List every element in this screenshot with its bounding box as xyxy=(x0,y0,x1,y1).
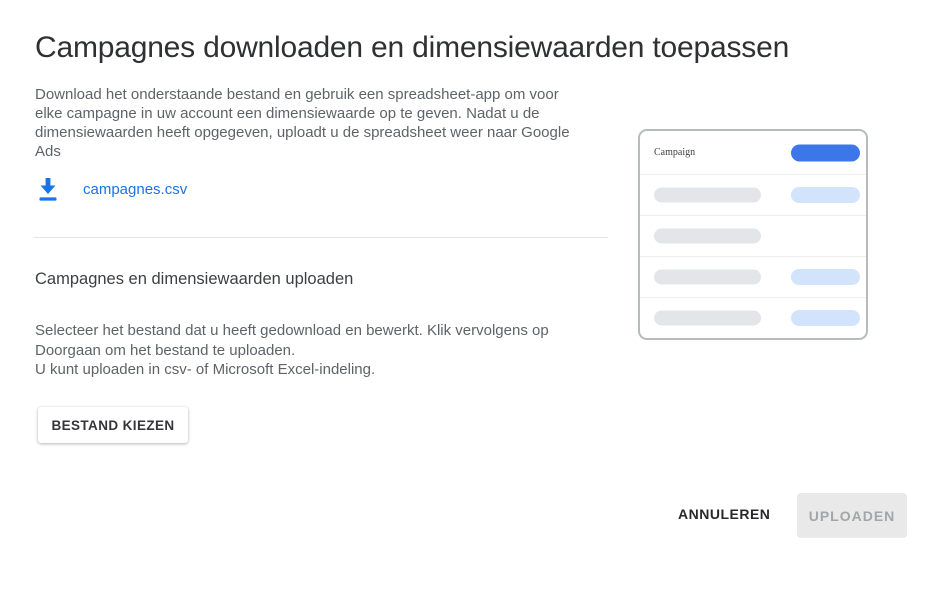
dimension-value-pill xyxy=(791,269,860,285)
illustration-row xyxy=(640,174,866,215)
campaign-placeholder-pill xyxy=(654,270,761,285)
illustration-header-row xyxy=(640,131,866,174)
instruction-line: U kunt uploaden in csv- of Microsoft Excel-indeling. xyxy=(35,361,376,378)
download-file-row xyxy=(39,176,187,202)
illustration-row xyxy=(640,215,866,256)
illustration-row xyxy=(640,256,866,297)
instruction-line: Download het onderstaande bestand en gebruik een spreadsheet-app om voor xyxy=(35,86,559,103)
instruction-line: Selecteer het bestand dat u heeft gedownload en bewerkt. Klik vervolgens op xyxy=(35,322,549,339)
section-divider xyxy=(34,237,608,238)
download-instructions xyxy=(35,85,570,161)
campaign-placeholder-pill xyxy=(654,229,761,244)
instruction-line: elke campagne in uw account een dimensiewaarde op te geven. Nadat u de xyxy=(35,105,540,122)
upload-section-heading: Campagnes en dimensiewaarden uploaden xyxy=(35,270,354,288)
campaigns-csv-link[interactable]: campagnes.csv xyxy=(83,180,188,198)
instruction-line: Ads xyxy=(35,143,61,160)
dimension-value-pill xyxy=(791,187,860,203)
illustration-rows xyxy=(640,174,866,338)
campaign-placeholder-pill xyxy=(654,311,761,326)
choose-file-button[interactable]: BESTAND KIEZEN xyxy=(38,407,188,443)
illustration-row xyxy=(640,297,866,338)
spreadsheet-illustration xyxy=(638,129,868,340)
dimension-header-pill xyxy=(791,144,860,161)
cancel-button[interactable]: ANNULEREN xyxy=(668,498,780,530)
dimension-value-pill xyxy=(791,310,860,326)
download-icon[interactable] xyxy=(39,178,57,201)
upload-instructions xyxy=(35,321,549,380)
dialog-title: Campagnes downloaden en dimensiewaarden toepassen xyxy=(35,31,790,64)
campaign-column-label: Campaign xyxy=(654,147,696,158)
upload-button[interactable]: UPLOADEN xyxy=(797,493,907,538)
campaign-placeholder-pill xyxy=(654,188,761,203)
instruction-line: dimensiewaarden heeft opgegeven, uploadt u de spreadsheet weer naar Google xyxy=(35,124,570,141)
instruction-line: Doorgaan om het bestand te uploaden. xyxy=(35,341,296,359)
